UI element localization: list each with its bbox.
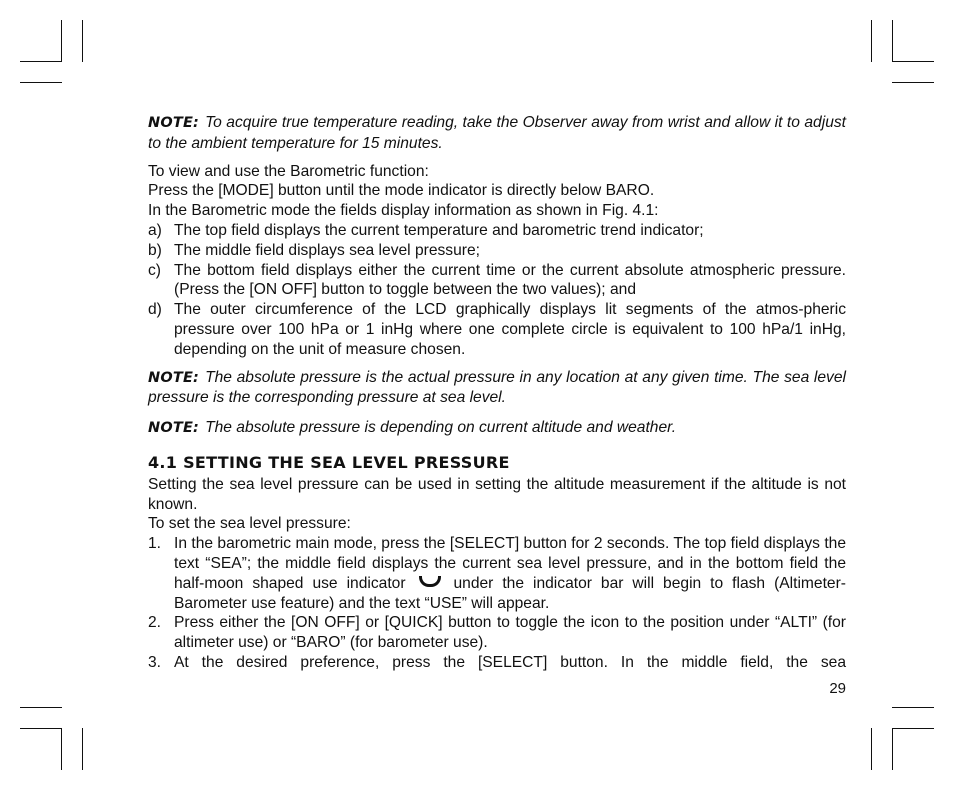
list-marker: a) — [148, 221, 162, 239]
list-item — [148, 261, 846, 301]
crop-mark — [20, 82, 62, 83]
list-text: The middle field displays sea level pressure; — [174, 241, 480, 259]
step-marker: 3. — [148, 653, 162, 671]
half-moon-indicator-icon — [419, 576, 441, 587]
crop-mark — [871, 20, 872, 62]
list-marker: b) — [148, 241, 162, 259]
list-item — [148, 221, 846, 241]
crop-mark — [20, 61, 62, 62]
section-paragraph: Setting the sea level pressure can be used in setting the altitude measurement if the altitude is not known. — [148, 475, 846, 513]
intro-line: Press the [MODE] button until the mode indicator is directly below BARO. — [148, 182, 655, 200]
step-marker: 2. — [148, 614, 162, 632]
note-temperature — [148, 113, 846, 154]
crop-mark — [892, 728, 934, 729]
note-label: NOTE: — [148, 420, 200, 437]
step-text — [174, 534, 846, 613]
crop-mark — [892, 61, 934, 62]
list-text: The outer circumference of the LCD graphically displays lit segments of the atmos-pheric pressure over 100 hPa or 1 inHg where one complete circle is equivalent to 100 hPa/1 inHg, depending on the unit of measure chosen. — [174, 301, 846, 358]
list-item — [148, 241, 846, 261]
list-text: The bottom field displays either the current time or the current absolute atmospheric pressure. (Press the [ON OFF] button to toggle between the two values); and — [174, 261, 846, 299]
list-marker: d) — [148, 301, 162, 319]
step-item — [148, 613, 846, 653]
section-lead: To set the sea level pressure: — [148, 515, 351, 533]
note-label: NOTE: — [148, 115, 200, 131]
crop-mark — [892, 707, 934, 708]
note-altitude-weather — [148, 418, 846, 439]
crop-mark — [82, 728, 83, 770]
step-text: At the desired preference, press the [SELECT] button. In the middle field, the sea — [174, 653, 846, 671]
crop-mark — [82, 20, 83, 62]
crop-mark — [61, 20, 62, 62]
step-item — [148, 653, 846, 673]
crop-mark — [20, 728, 62, 729]
list-text: The top field displays the current temperature and barometric trend indicator; — [174, 221, 704, 239]
step-text-part: In the barometric main mode, press the [SELECT] button for 2 seconds. The top field displays the text “SEA”; the middle field displays the current sea level pressure, and in the bottom field the half-moon shaped use indicator — [174, 535, 846, 592]
step-text-part: under the indicator bar will begin to flash (Altimeter-Barometer use feature) and the text “USE” will appear. — [174, 574, 846, 612]
step-item — [148, 534, 846, 613]
list-marker: c) — [148, 261, 161, 279]
note-absolute-pressure — [148, 368, 846, 409]
crop-mark — [61, 728, 62, 770]
note-label: NOTE: — [148, 369, 200, 386]
crop-mark — [20, 707, 62, 708]
page-content — [148, 113, 846, 673]
crop-mark — [892, 82, 934, 83]
intro-line: In the Barometric mode the fields display information as shown in Fig. 4.1: — [148, 202, 659, 220]
section-heading: 4.1 SETTING THE SEA LEVEL PRESSURE — [148, 452, 510, 472]
step-marker: 1. — [148, 535, 162, 553]
crop-mark — [892, 20, 893, 62]
page-number: 29 — [829, 680, 846, 697]
note-text: The absolute pressure is depending on current altitude and weather. — [205, 419, 677, 437]
list-item — [148, 300, 846, 359]
note-text: The absolute pressure is the actual pressure in any location at any given time. The sea level pressure is the corresponding pressure at sea level. — [148, 368, 846, 407]
intro-line: To view and use the Barometric function: — [148, 162, 429, 180]
note-text: To acquire true temperature reading, take the Observer away from wrist and allow it to adjust to the ambient temperature for 15 minutes. — [148, 114, 846, 152]
step-text: Press either the [ON OFF] or [QUICK] button to toggle the icon to the position under “ALTI” (for altimeter use) or “BARO” (for barometer use). — [174, 614, 846, 652]
crop-mark — [871, 728, 872, 770]
crop-mark — [892, 728, 893, 770]
